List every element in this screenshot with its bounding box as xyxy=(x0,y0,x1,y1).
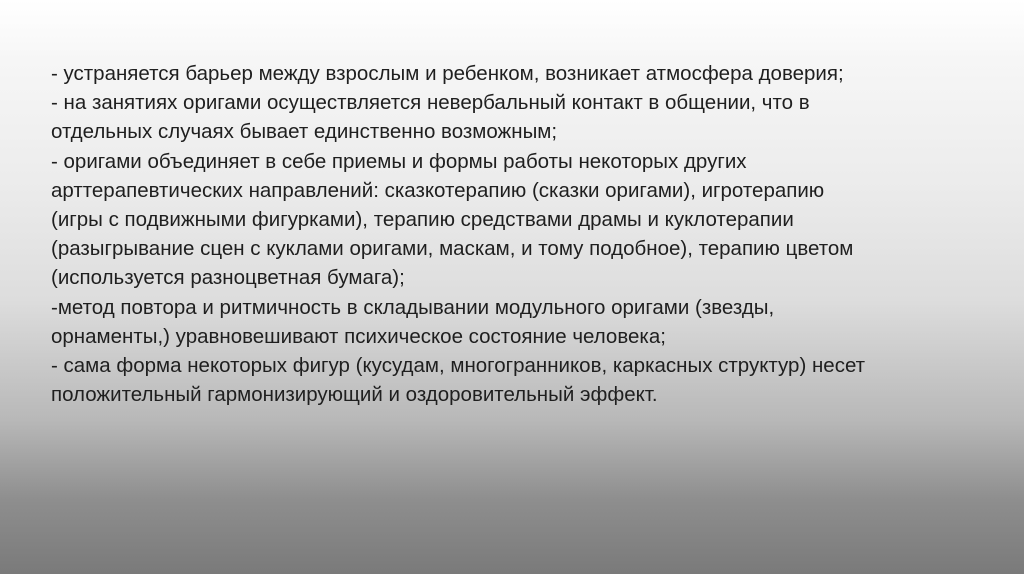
text-line: - устраняется барьер между взрослым и ребенком, возникает атмосфера доверия; xyxy=(51,62,844,85)
text-line: арттерапевтических направлений: сказкотерапию (сказки оригами), игротерапию xyxy=(51,178,825,202)
text-line: - сама форма некоторых фигур (кусудам, многогранников, каркасных структур) несет xyxy=(51,354,866,378)
text-line: орнаменты,) уравновешивают психическое состояние человека; xyxy=(51,324,666,348)
slide-text-block xyxy=(51,59,991,409)
text-line: положительный гармонизирующий и оздоровительный эффект. xyxy=(51,383,658,407)
text-line: отдельных случаях бывает единственно возможным; xyxy=(51,120,558,144)
text-line: -метод повтора и ритмичность в складывании модульного оригами (звезды, xyxy=(51,295,775,319)
text-line: - оригами объединяет в себе приемы и формы работы некоторых других xyxy=(51,149,747,173)
text-line: (используется разноцветная бумага); xyxy=(51,266,405,290)
text-line: (разыгрывание сцен с куклами оригами, маскам, и тому подобное), терапию цветом xyxy=(51,237,854,261)
text-line: (игры с подвижными фигурками), терапию средствами драмы и куклотерапии xyxy=(51,208,794,232)
text-line: - на занятиях оригами осуществляется невербальный контакт в общении, что в xyxy=(51,91,810,115)
